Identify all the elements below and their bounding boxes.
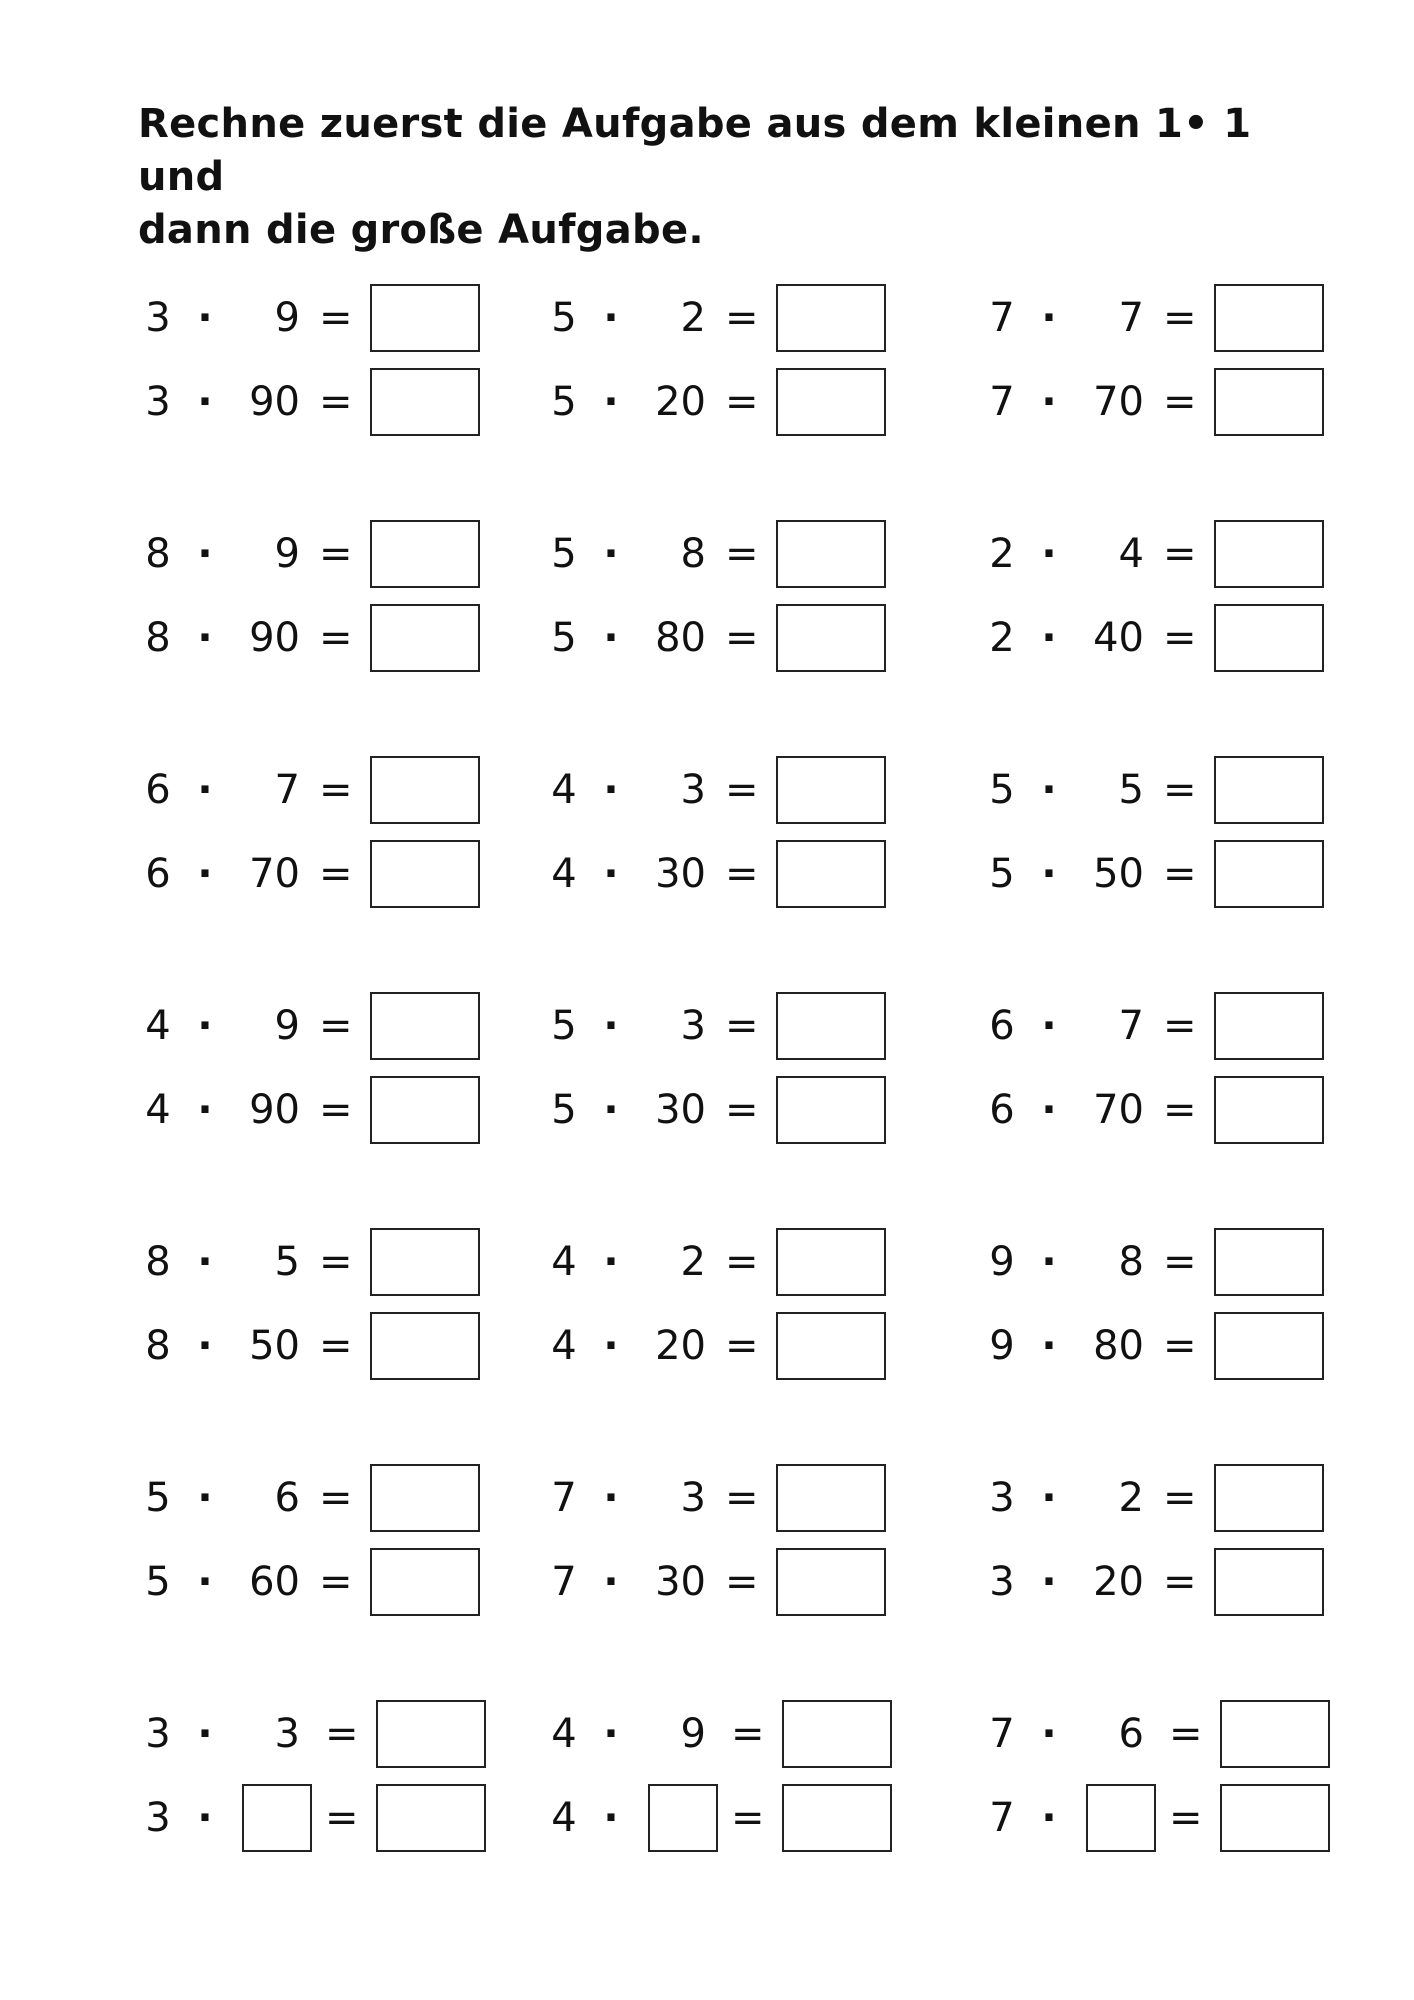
factor-b: 30 xyxy=(655,1087,706,1133)
equals-sign: = xyxy=(731,1795,765,1841)
answer-box[interactable] xyxy=(370,756,480,824)
multiply-sign: · xyxy=(1041,1087,1057,1133)
multiply-sign: · xyxy=(603,379,619,425)
answer-box[interactable] xyxy=(776,1548,886,1616)
multiply-sign: · xyxy=(197,1475,213,1521)
factor-a: 7 xyxy=(551,1475,577,1521)
factor-a: 8 xyxy=(145,531,171,577)
equals-sign: = xyxy=(725,1323,759,1369)
equals-sign: = xyxy=(725,615,759,661)
factor-a: 6 xyxy=(989,1087,1015,1133)
factor-b: 90 xyxy=(249,379,300,425)
factor-a: 6 xyxy=(145,767,171,813)
answer-box[interactable] xyxy=(1214,1464,1324,1532)
factor-a: 5 xyxy=(145,1559,171,1605)
factor-b: 80 xyxy=(655,615,706,661)
equals-sign: = xyxy=(319,1559,353,1605)
answer-box[interactable] xyxy=(1214,368,1324,436)
factor-a: 7 xyxy=(551,1559,577,1605)
factor-b: 9 xyxy=(274,531,300,577)
answer-box[interactable] xyxy=(370,840,480,908)
factor-a: 2 xyxy=(989,531,1015,577)
factor-a: 3 xyxy=(145,379,171,425)
factor-b: 20 xyxy=(655,379,706,425)
equals-sign: = xyxy=(725,531,759,577)
multiply-sign: · xyxy=(197,1559,213,1605)
multiply-sign: · xyxy=(1041,531,1057,577)
equals-sign: = xyxy=(319,531,353,577)
factor-b: 40 xyxy=(1093,615,1144,661)
factor-b: 80 xyxy=(1093,1323,1144,1369)
equals-sign: = xyxy=(725,1475,759,1521)
equals-sign: = xyxy=(725,1087,759,1133)
multiply-sign: · xyxy=(603,1323,619,1369)
equals-sign: = xyxy=(725,1559,759,1605)
equals-sign: = xyxy=(1163,767,1197,813)
equals-sign: = xyxy=(1163,1003,1197,1049)
equals-sign: = xyxy=(319,1087,353,1133)
answer-box[interactable] xyxy=(1220,1784,1330,1852)
answer-box[interactable] xyxy=(370,604,480,672)
instruction-line-1: Rechne zuerst die Aufgabe aus dem kleinen 1• 1 und xyxy=(138,101,1252,200)
multiply-sign: · xyxy=(603,1711,619,1757)
multiply-sign: · xyxy=(603,1795,619,1841)
equals-sign: = xyxy=(319,1475,353,1521)
factor-a: 4 xyxy=(551,1711,577,1757)
multiply-sign: · xyxy=(603,615,619,661)
factor-a: 5 xyxy=(989,851,1015,897)
factor-a: 4 xyxy=(551,1323,577,1369)
equals-sign: = xyxy=(325,1795,359,1841)
answer-box[interactable] xyxy=(776,840,886,908)
equals-sign: = xyxy=(1163,615,1197,661)
factor-b: 3 xyxy=(274,1711,300,1757)
factor-a: 7 xyxy=(989,295,1015,341)
factor-a: 4 xyxy=(551,851,577,897)
factor-a: 8 xyxy=(145,615,171,661)
equals-sign: = xyxy=(319,379,353,425)
multiply-sign: · xyxy=(197,1711,213,1757)
multiply-sign: · xyxy=(197,1087,213,1133)
equals-sign: = xyxy=(731,1711,765,1757)
factor-a: 9 xyxy=(989,1239,1015,1285)
factor-b: 9 xyxy=(274,1003,300,1049)
answer-box[interactable] xyxy=(1214,1228,1324,1296)
multiply-sign: · xyxy=(1041,1559,1057,1605)
factor-a: 6 xyxy=(145,851,171,897)
answer-box[interactable] xyxy=(776,284,886,352)
answer-box[interactable] xyxy=(370,1228,480,1296)
factor-b: 5 xyxy=(1118,767,1144,813)
factor-b: 4 xyxy=(1118,531,1144,577)
multiply-sign: · xyxy=(197,1323,213,1369)
answer-box[interactable] xyxy=(776,520,886,588)
multiply-sign: · xyxy=(603,295,619,341)
equals-sign: = xyxy=(319,1323,353,1369)
factor-a: 5 xyxy=(551,615,577,661)
factor-a: 4 xyxy=(551,1239,577,1285)
multiply-sign: · xyxy=(197,1239,213,1285)
answer-box[interactable] xyxy=(776,604,886,672)
factor-b: 8 xyxy=(1118,1239,1144,1285)
factor-a: 4 xyxy=(551,767,577,813)
equals-sign: = xyxy=(319,1239,353,1285)
multiply-sign: · xyxy=(1041,1239,1057,1285)
factor-b: 9 xyxy=(680,1711,706,1757)
answer-box[interactable] xyxy=(1214,520,1324,588)
factor-b: 8 xyxy=(680,531,706,577)
factor-a: 5 xyxy=(551,1003,577,1049)
multiply-sign: · xyxy=(1041,1323,1057,1369)
answer-box[interactable] xyxy=(776,1312,886,1380)
factor-b: 70 xyxy=(1093,379,1144,425)
answer-box[interactable] xyxy=(1214,1076,1324,1144)
factor-a: 9 xyxy=(989,1323,1015,1369)
answer-box[interactable] xyxy=(1214,1548,1324,1616)
equals-sign: = xyxy=(725,379,759,425)
factor-b: 90 xyxy=(249,1087,300,1133)
multiply-sign: · xyxy=(1041,767,1057,813)
answer-box[interactable] xyxy=(1214,840,1324,908)
factor-a: 8 xyxy=(145,1323,171,1369)
answer-box[interactable] xyxy=(776,368,886,436)
equals-sign: = xyxy=(725,1003,759,1049)
multiply-sign: · xyxy=(197,767,213,813)
multiply-sign: · xyxy=(603,1559,619,1605)
equals-sign: = xyxy=(319,851,353,897)
factor-b: 7 xyxy=(1118,295,1144,341)
multiply-sign: · xyxy=(603,1087,619,1133)
multiply-sign: · xyxy=(1041,1711,1057,1757)
answer-box[interactable] xyxy=(370,1312,480,1380)
factor-b: 3 xyxy=(680,767,706,813)
factor-a: 7 xyxy=(989,379,1015,425)
factor-b: 7 xyxy=(274,767,300,813)
factor-b: 30 xyxy=(655,1559,706,1605)
equals-sign: = xyxy=(319,767,353,813)
factor-b: 90 xyxy=(249,615,300,661)
answer-box[interactable] xyxy=(370,1464,480,1532)
multiply-sign: · xyxy=(603,851,619,897)
factor-a: 5 xyxy=(145,1475,171,1521)
multiply-sign: · xyxy=(197,531,213,577)
factor-blank-box[interactable] xyxy=(648,1784,718,1852)
equals-sign: = xyxy=(319,295,353,341)
answer-box[interactable] xyxy=(1214,1312,1324,1380)
factor-b: 20 xyxy=(655,1323,706,1369)
answer-box[interactable] xyxy=(370,284,480,352)
factor-a: 5 xyxy=(551,295,577,341)
multiply-sign: · xyxy=(603,531,619,577)
factor-b: 50 xyxy=(1093,851,1144,897)
equals-sign: = xyxy=(325,1711,359,1757)
multiply-sign: · xyxy=(197,1003,213,1049)
factor-b: 2 xyxy=(680,1239,706,1285)
factor-a: 4 xyxy=(551,1795,577,1841)
answer-box[interactable] xyxy=(370,368,480,436)
factor-a: 5 xyxy=(551,379,577,425)
answer-box[interactable] xyxy=(776,1228,886,1296)
multiply-sign: · xyxy=(197,615,213,661)
factor-b: 50 xyxy=(249,1323,300,1369)
equals-sign: = xyxy=(1163,1475,1197,1521)
answer-box[interactable] xyxy=(782,1700,892,1768)
factor-b: 2 xyxy=(680,295,706,341)
factor-b: 70 xyxy=(1093,1087,1144,1133)
equals-sign: = xyxy=(319,615,353,661)
equals-sign: = xyxy=(319,1003,353,1049)
factor-a: 4 xyxy=(145,1087,171,1133)
factor-b: 3 xyxy=(680,1003,706,1049)
factor-b: 6 xyxy=(1118,1711,1144,1757)
factor-a: 5 xyxy=(551,531,577,577)
factor-a: 3 xyxy=(145,1795,171,1841)
multiply-sign: · xyxy=(1041,1003,1057,1049)
equals-sign: = xyxy=(1163,379,1197,425)
equals-sign: = xyxy=(1163,1559,1197,1605)
factor-b: 2 xyxy=(1118,1475,1144,1521)
equals-sign: = xyxy=(1169,1795,1203,1841)
answer-box[interactable] xyxy=(776,1464,886,1532)
multiply-sign: · xyxy=(603,767,619,813)
factor-b: 3 xyxy=(680,1475,706,1521)
equals-sign: = xyxy=(1163,1087,1197,1133)
multiply-sign: · xyxy=(1041,295,1057,341)
equals-sign: = xyxy=(1163,1323,1197,1369)
answer-box[interactable] xyxy=(776,992,886,1060)
factor-b: 30 xyxy=(655,851,706,897)
answer-box[interactable] xyxy=(370,1548,480,1616)
equals-sign: = xyxy=(1163,295,1197,341)
factor-a: 6 xyxy=(989,1003,1015,1049)
answer-box[interactable] xyxy=(1220,1700,1330,1768)
factor-a: 5 xyxy=(989,767,1015,813)
factor-blank-box[interactable] xyxy=(1086,1784,1156,1852)
factor-a: 7 xyxy=(989,1795,1015,1841)
equals-sign: = xyxy=(725,851,759,897)
multiply-sign: · xyxy=(197,851,213,897)
equals-sign: = xyxy=(725,295,759,341)
multiply-sign: · xyxy=(197,379,213,425)
multiply-sign: · xyxy=(1041,1795,1057,1841)
factor-b: 5 xyxy=(274,1239,300,1285)
equals-sign: = xyxy=(1169,1711,1203,1757)
instruction-line-2: dann die große Aufgabe. xyxy=(138,207,704,253)
multiply-sign: · xyxy=(1041,379,1057,425)
multiply-sign: · xyxy=(197,295,213,341)
multiply-sign: · xyxy=(1041,1475,1057,1521)
answer-box[interactable] xyxy=(1214,284,1324,352)
answer-box[interactable] xyxy=(376,1700,486,1768)
factor-b: 20 xyxy=(1093,1559,1144,1605)
answer-box[interactable] xyxy=(1214,756,1324,824)
equals-sign: = xyxy=(725,767,759,813)
factor-b: 70 xyxy=(249,851,300,897)
factor-blank-box[interactable] xyxy=(242,1784,312,1852)
factor-b: 6 xyxy=(274,1475,300,1521)
factor-b: 7 xyxy=(1118,1003,1144,1049)
answer-box[interactable] xyxy=(782,1784,892,1852)
answer-box[interactable] xyxy=(1214,604,1324,672)
multiply-sign: · xyxy=(1041,851,1057,897)
multiply-sign: · xyxy=(603,1475,619,1521)
equals-sign: = xyxy=(1163,1239,1197,1285)
factor-a: 3 xyxy=(989,1475,1015,1521)
factor-b: 60 xyxy=(249,1559,300,1605)
equals-sign: = xyxy=(1163,531,1197,577)
answer-box[interactable] xyxy=(370,992,480,1060)
factor-a: 3 xyxy=(145,1711,171,1757)
factor-a: 2 xyxy=(989,615,1015,661)
equals-sign: = xyxy=(725,1239,759,1285)
factor-b: 9 xyxy=(274,295,300,341)
answer-box[interactable] xyxy=(776,756,886,824)
factor-a: 7 xyxy=(989,1711,1015,1757)
factor-a: 4 xyxy=(145,1003,171,1049)
multiply-sign: · xyxy=(603,1239,619,1285)
equals-sign: = xyxy=(1163,851,1197,897)
answer-box[interactable] xyxy=(370,1076,480,1144)
answer-box[interactable] xyxy=(376,1784,486,1852)
answer-box[interactable] xyxy=(370,520,480,588)
factor-a: 3 xyxy=(145,295,171,341)
answer-box[interactable] xyxy=(776,1076,886,1144)
multiply-sign: · xyxy=(1041,615,1057,661)
factor-a: 3 xyxy=(989,1559,1015,1605)
factor-a: 8 xyxy=(145,1239,171,1285)
multiply-sign: · xyxy=(197,1795,213,1841)
answer-box[interactable] xyxy=(1214,992,1324,1060)
factor-a: 5 xyxy=(551,1087,577,1133)
multiply-sign: · xyxy=(603,1003,619,1049)
